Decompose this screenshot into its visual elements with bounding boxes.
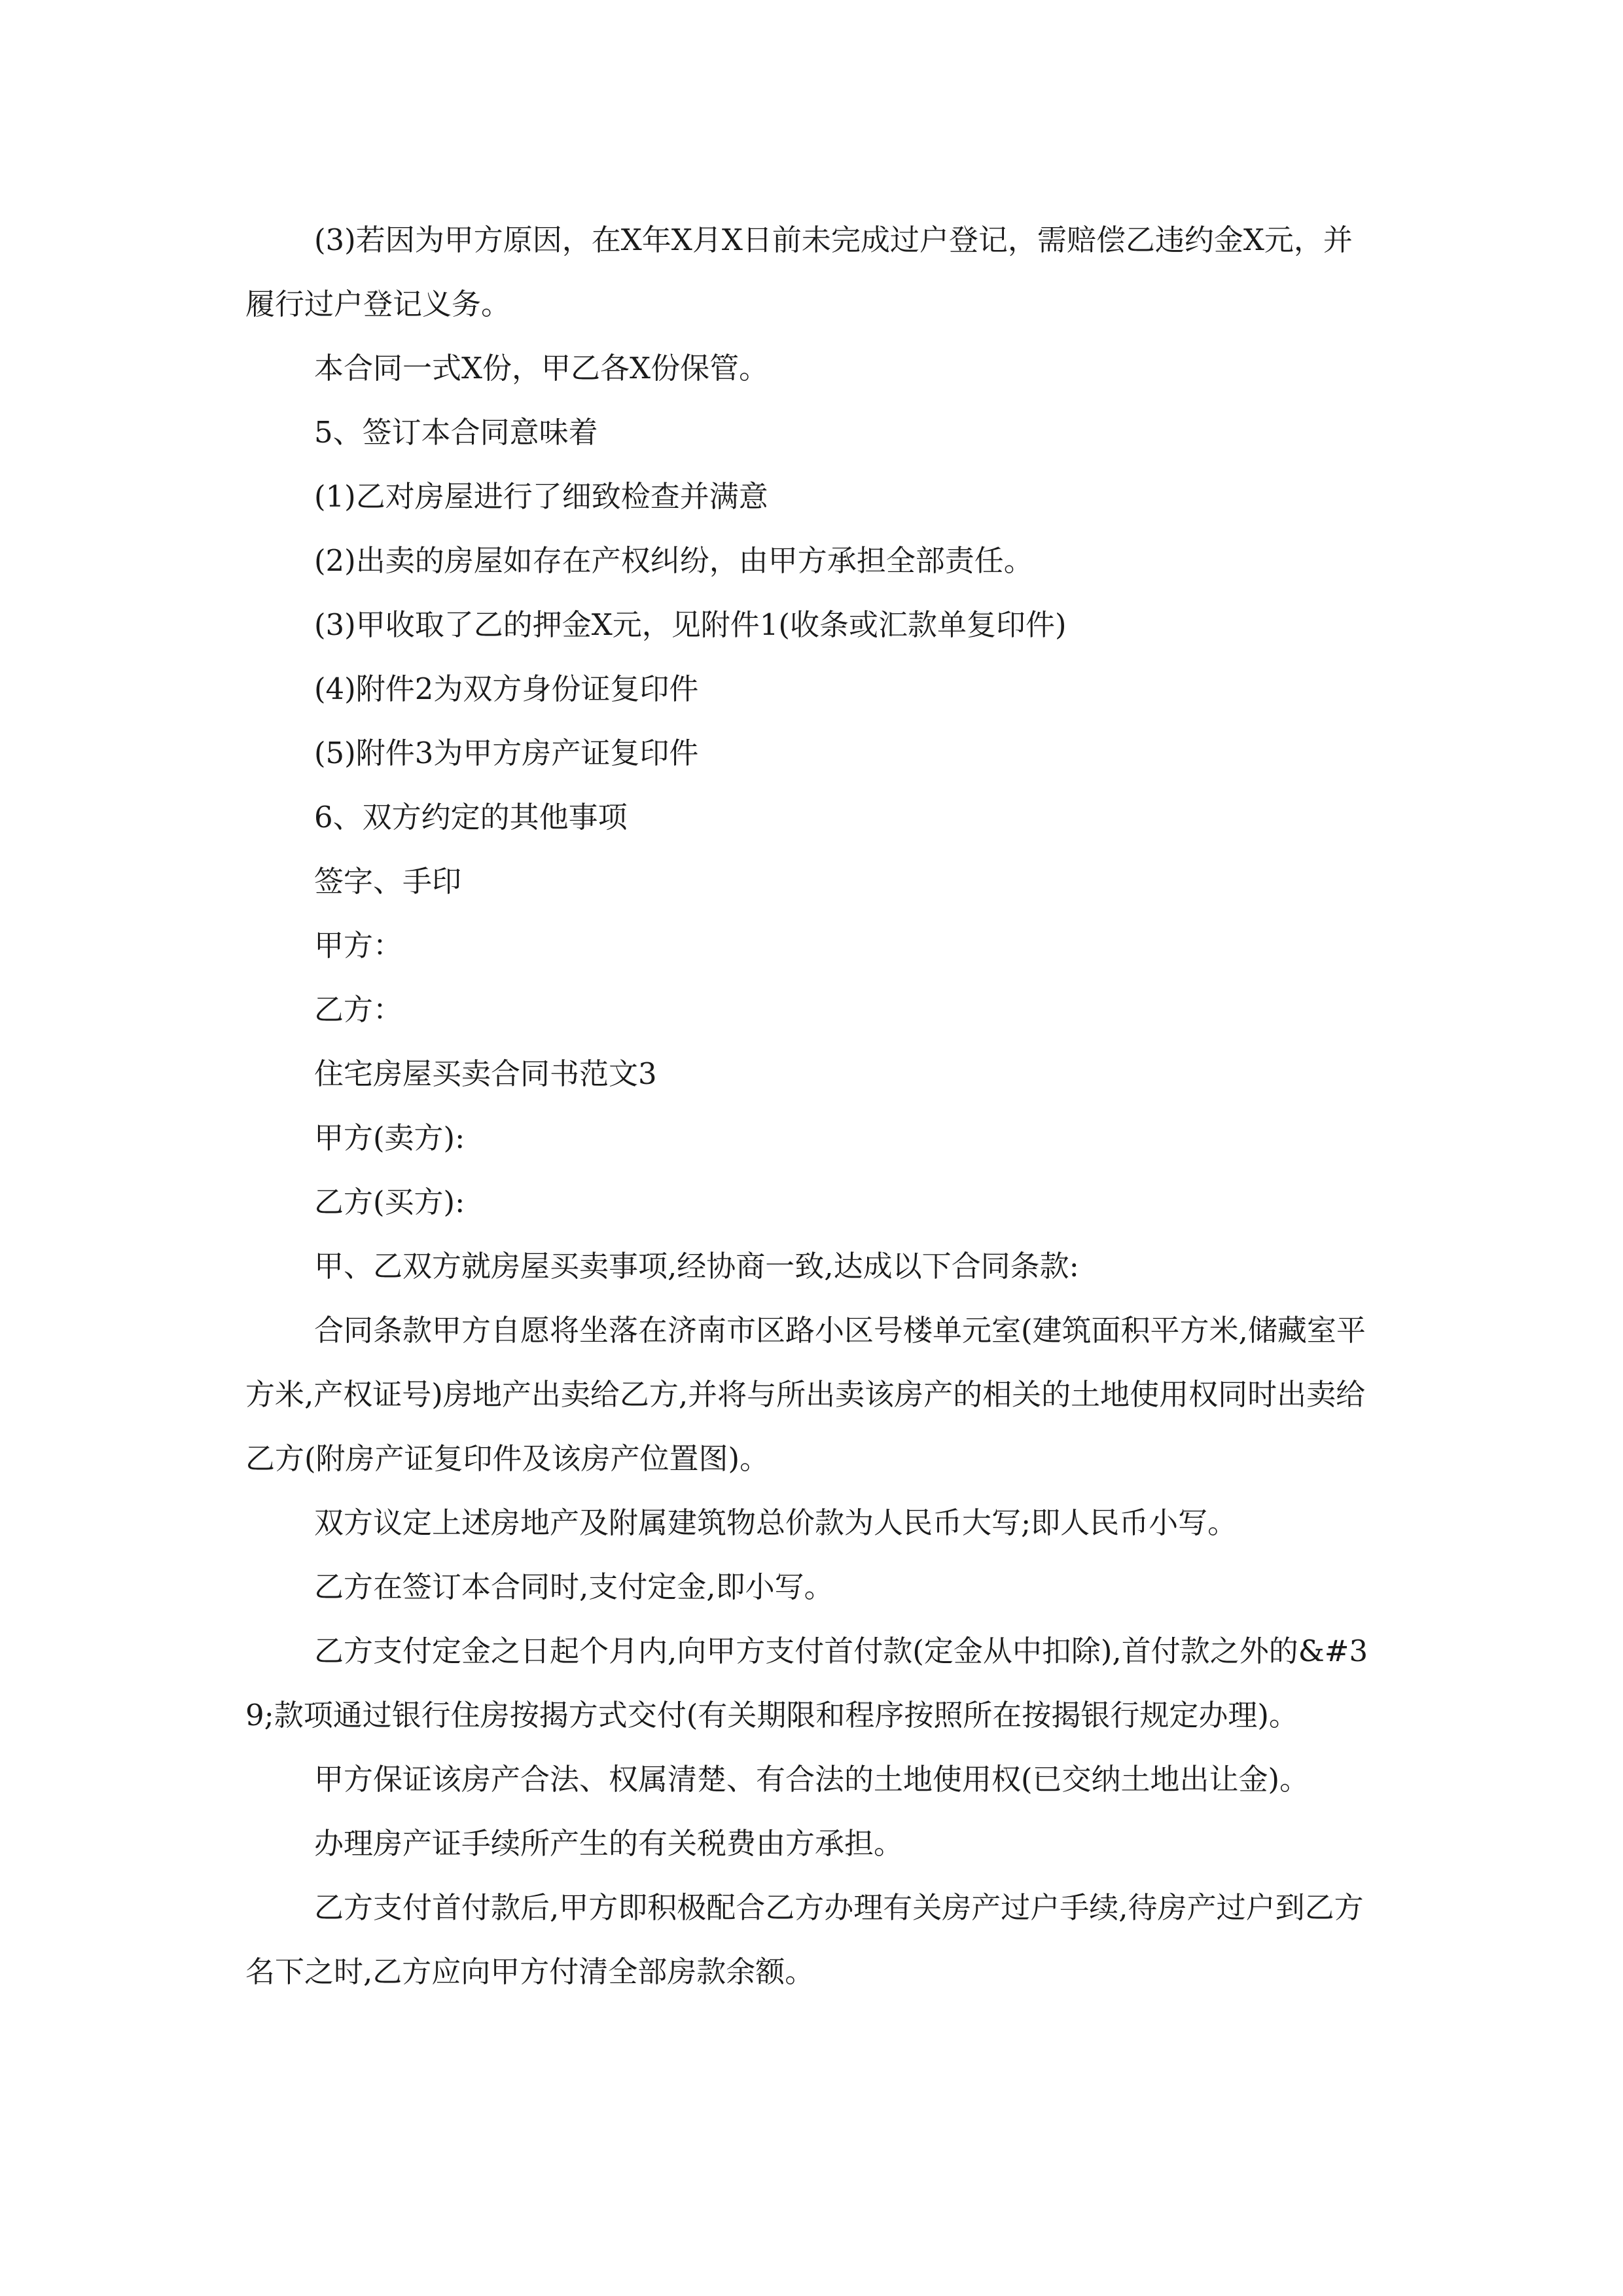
down-payment-clause: 乙方支付定金之日起个月内,向甲方支付首付款(定金从中扣除),首付款之外的&#39;款项通过银行住房按揭方式交付(有关期限和程序按照所在按揭银行规定办理)。 <box>245 1634 1368 1732</box>
price-clause: 双方议定上述房地产及附属建筑物总价款为人民币大写;即人民币小写。 <box>314 1505 1238 1540</box>
agreement-intro: 甲、乙双方就房屋买卖事项,经协商一致,达成以下合同条款: <box>314 1249 1079 1283</box>
template-3-title: 住宅房屋买卖合同书范文3 <box>314 1056 657 1091</box>
party-b-label: 乙方： <box>314 992 403 1027</box>
tax-clause: 办理房产证手续所产生的有关税费由方承担。 <box>314 1826 904 1861</box>
signature-line: 签字、手印 <box>314 864 462 899</box>
clause-3-breach: (3)若因为甲方原因，在X年X月X日前未完成过户登记，需赔偿乙违约金X元，并履行过户登记义务。 <box>245 223 1353 321</box>
seller-label: 甲方(卖方): <box>314 1121 465 1155</box>
section-6-heading: 6、双方约定的其他事项 <box>314 800 628 834</box>
title-guarantee-clause: 甲方保证该房产合法、权属清楚、有合法的土地使用权(已交纳土地出让金)。 <box>314 1762 1310 1797</box>
item-1-inspection: (1)乙对房屋进行了细致检查并满意 <box>314 479 768 514</box>
buyer-label: 乙方(买方): <box>314 1185 465 1219</box>
item-2-dispute: (2)出卖的房屋如存在产权纠纷，由甲方承担全部责任。 <box>314 543 1033 578</box>
document-body <box>245 208 1378 2004</box>
item-3-deposit: (3)甲收取了乙的押金X元，见附件1(收条或汇款单复印件) <box>314 607 1067 642</box>
item-5-deed-copy: (5)附件3为甲方房产证复印件 <box>314 736 699 770</box>
item-4-id-copies: (4)附件2为双方身份证复印件 <box>314 672 699 706</box>
transfer-clause: 乙方支付首付款后,甲方即积极配合乙方办理有关房产过户手续,待房产过户到乙方名下之时,乙方应向甲方付清全部房款余额。 <box>245 1890 1364 1989</box>
section-5-heading: 5、签订本合同意味着 <box>314 415 598 450</box>
deposit-clause: 乙方在签订本合同时,支付定金,即小写。 <box>314 1570 834 1604</box>
property-clause: 合同条款甲方自愿将坐落在济南市区路小区号楼单元室(建筑面积平方米,储藏室平方米,产权证号)房地产出卖给乙方,并将与所出卖该房产的相关的土地使用权同时出卖给乙方(附房产证复印件及该房产位置图)。 <box>245 1313 1366 1476</box>
copies-clause: 本合同一式X份，甲乙各X份保管。 <box>314 351 769 386</box>
party-a-label: 甲方： <box>314 928 403 963</box>
